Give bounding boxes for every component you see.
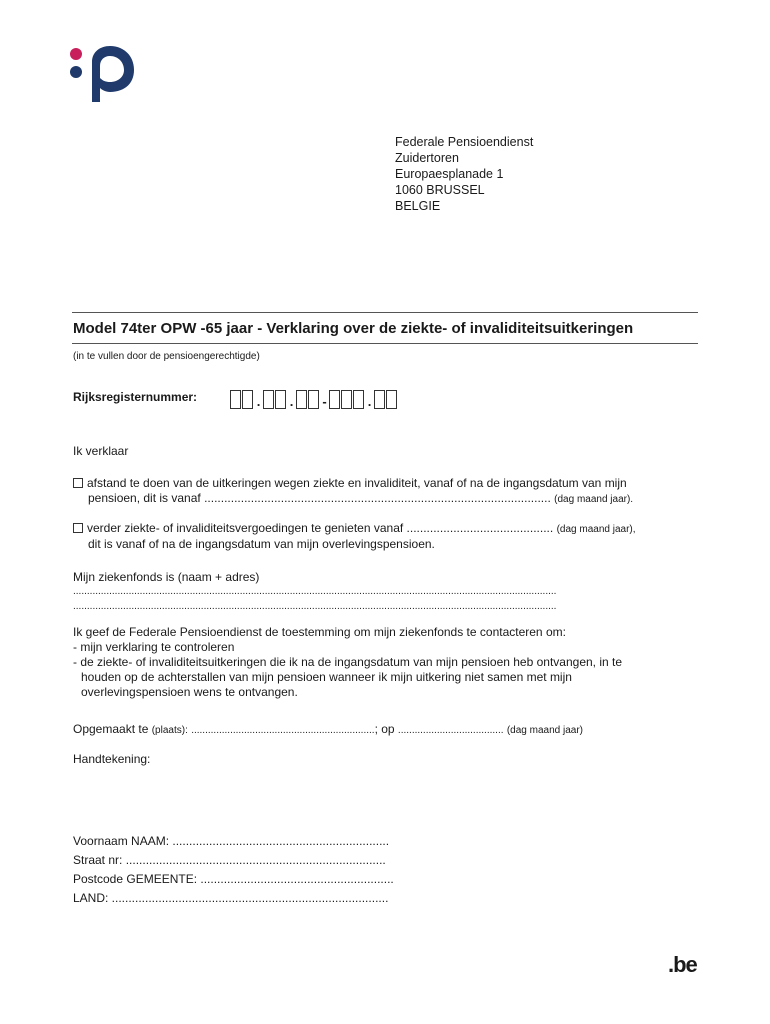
option2-line1: verder ziekte- of invaliditeitsvergoedingen te genieten vanaf ............................................ (dag maand jaar), <box>73 521 636 535</box>
option2-line2: dit is vanaf of na de ingangsdatum van mijn overlevingspensioen. <box>88 537 435 551</box>
rrn-digit-box[interactable] <box>263 390 274 409</box>
address-line: Zuidertoren <box>395 151 459 165</box>
option1-line2: pensioen, dit is vanaf ........................................................................................................ (dag maand jaar). <box>88 491 634 505</box>
place-hint: (plaats): <box>151 725 188 736</box>
logo-p-shape <box>92 46 134 102</box>
date-field[interactable]: ...................................... <box>397 725 504 736</box>
address-line: Federale Pensioendienst <box>395 135 534 149</box>
rrn-digit-box[interactable] <box>341 390 352 409</box>
rrn-digit-box[interactable] <box>242 390 253 409</box>
address-line: Europaesplanade 1 <box>395 167 504 181</box>
logo-dot-navy <box>70 66 82 78</box>
consent-intro: Ik geef de Federale Pensioendienst de toestemming om mijn ziekenfonds te contacteren om: <box>73 625 566 639</box>
form-title: Model 74ter OPW -65 jaar - Verklaring over de ziekte- of invaliditeitsuitkeringen <box>73 320 634 337</box>
rrn-digit-box[interactable] <box>386 390 397 409</box>
rrn-label: Rijksregisternummer: <box>73 390 198 404</box>
postcode-field[interactable]: Postcode GEMEENTE: .......................................................... <box>73 872 394 886</box>
date-hint: (dag maand jaar) <box>506 725 583 736</box>
made-at-label: Opgemaakt te <box>73 722 149 736</box>
title-bottom-rule <box>72 343 698 344</box>
signature-label: Handtekening: <box>73 752 151 766</box>
rrn-digit-box[interactable] <box>329 390 340 409</box>
fund-line-2[interactable]: .............................................................................................................................................................................. <box>73 601 557 612</box>
consent-item-2-line3: overlevingspensioen wens te ontvangen. <box>81 685 298 699</box>
title-top-rule <box>72 312 698 313</box>
be-logo: .be <box>668 952 697 977</box>
rrn-digit-box[interactable] <box>374 390 385 409</box>
logo-dot-pink <box>70 48 82 60</box>
option1-line1: afstand te doen van de uitkeringen wegen ziekte en invaliditeit, vanaf of na de ingangsdatum van mijn <box>73 476 627 490</box>
consent-item-2-line1: - de ziekte- of invaliditeitsuitkeringen die ik na de ingangsdatum van mijn pensioen heb ontvangen, in te <box>73 655 623 669</box>
rrn-separator: . <box>289 394 294 409</box>
place-field[interactable]: .................................................................. <box>191 725 375 736</box>
option2-checkbox[interactable] <box>73 523 83 533</box>
rrn-separator: . <box>367 394 372 409</box>
rrn-separator: - <box>322 394 327 409</box>
consent-item-2-line2: houden op de achterstallen van mijn pensioen wanneer ik mijn uitkering niet samen met mijn <box>81 670 572 684</box>
fund-label: Mijn ziekenfonds is (naam + adres) <box>73 570 260 584</box>
street-field[interactable]: Straat nr: .............................................................................. <box>73 853 386 867</box>
rrn-digit-box[interactable] <box>308 390 319 409</box>
option2-date-hint: (dag maand jaar), <box>556 524 636 535</box>
form-subtitle: (in te vullen door de pensioengerechtigde) <box>73 351 260 362</box>
option1-checkbox[interactable] <box>73 478 83 488</box>
rrn-digit-box[interactable] <box>230 390 241 409</box>
rrn-separator: . <box>256 394 261 409</box>
rrn-digit-box[interactable] <box>353 390 364 409</box>
on-label: ; op <box>374 722 395 736</box>
fund-line-1[interactable]: .............................................................................................................................................................................. <box>73 586 557 597</box>
consent-item-1: - mijn verklaring te controleren <box>73 640 235 654</box>
rrn-input-group <box>230 387 398 409</box>
rrn-digit-box[interactable] <box>275 390 286 409</box>
option1-date-hint: (dag maand jaar). <box>554 494 634 505</box>
made-at-row <box>73 722 583 736</box>
name-field[interactable]: Voornaam NAAM: ................................................................. <box>73 834 390 848</box>
address-line: 1060 BRUSSEL <box>395 183 485 197</box>
declare-intro: Ik verklaar <box>73 444 129 458</box>
ip-logo <box>66 44 142 108</box>
recipient-address <box>395 134 533 214</box>
address-line: BELGIE <box>395 199 441 213</box>
country-field[interactable]: LAND: ................................................................................... <box>73 891 389 905</box>
rrn-digit-box[interactable] <box>296 390 307 409</box>
